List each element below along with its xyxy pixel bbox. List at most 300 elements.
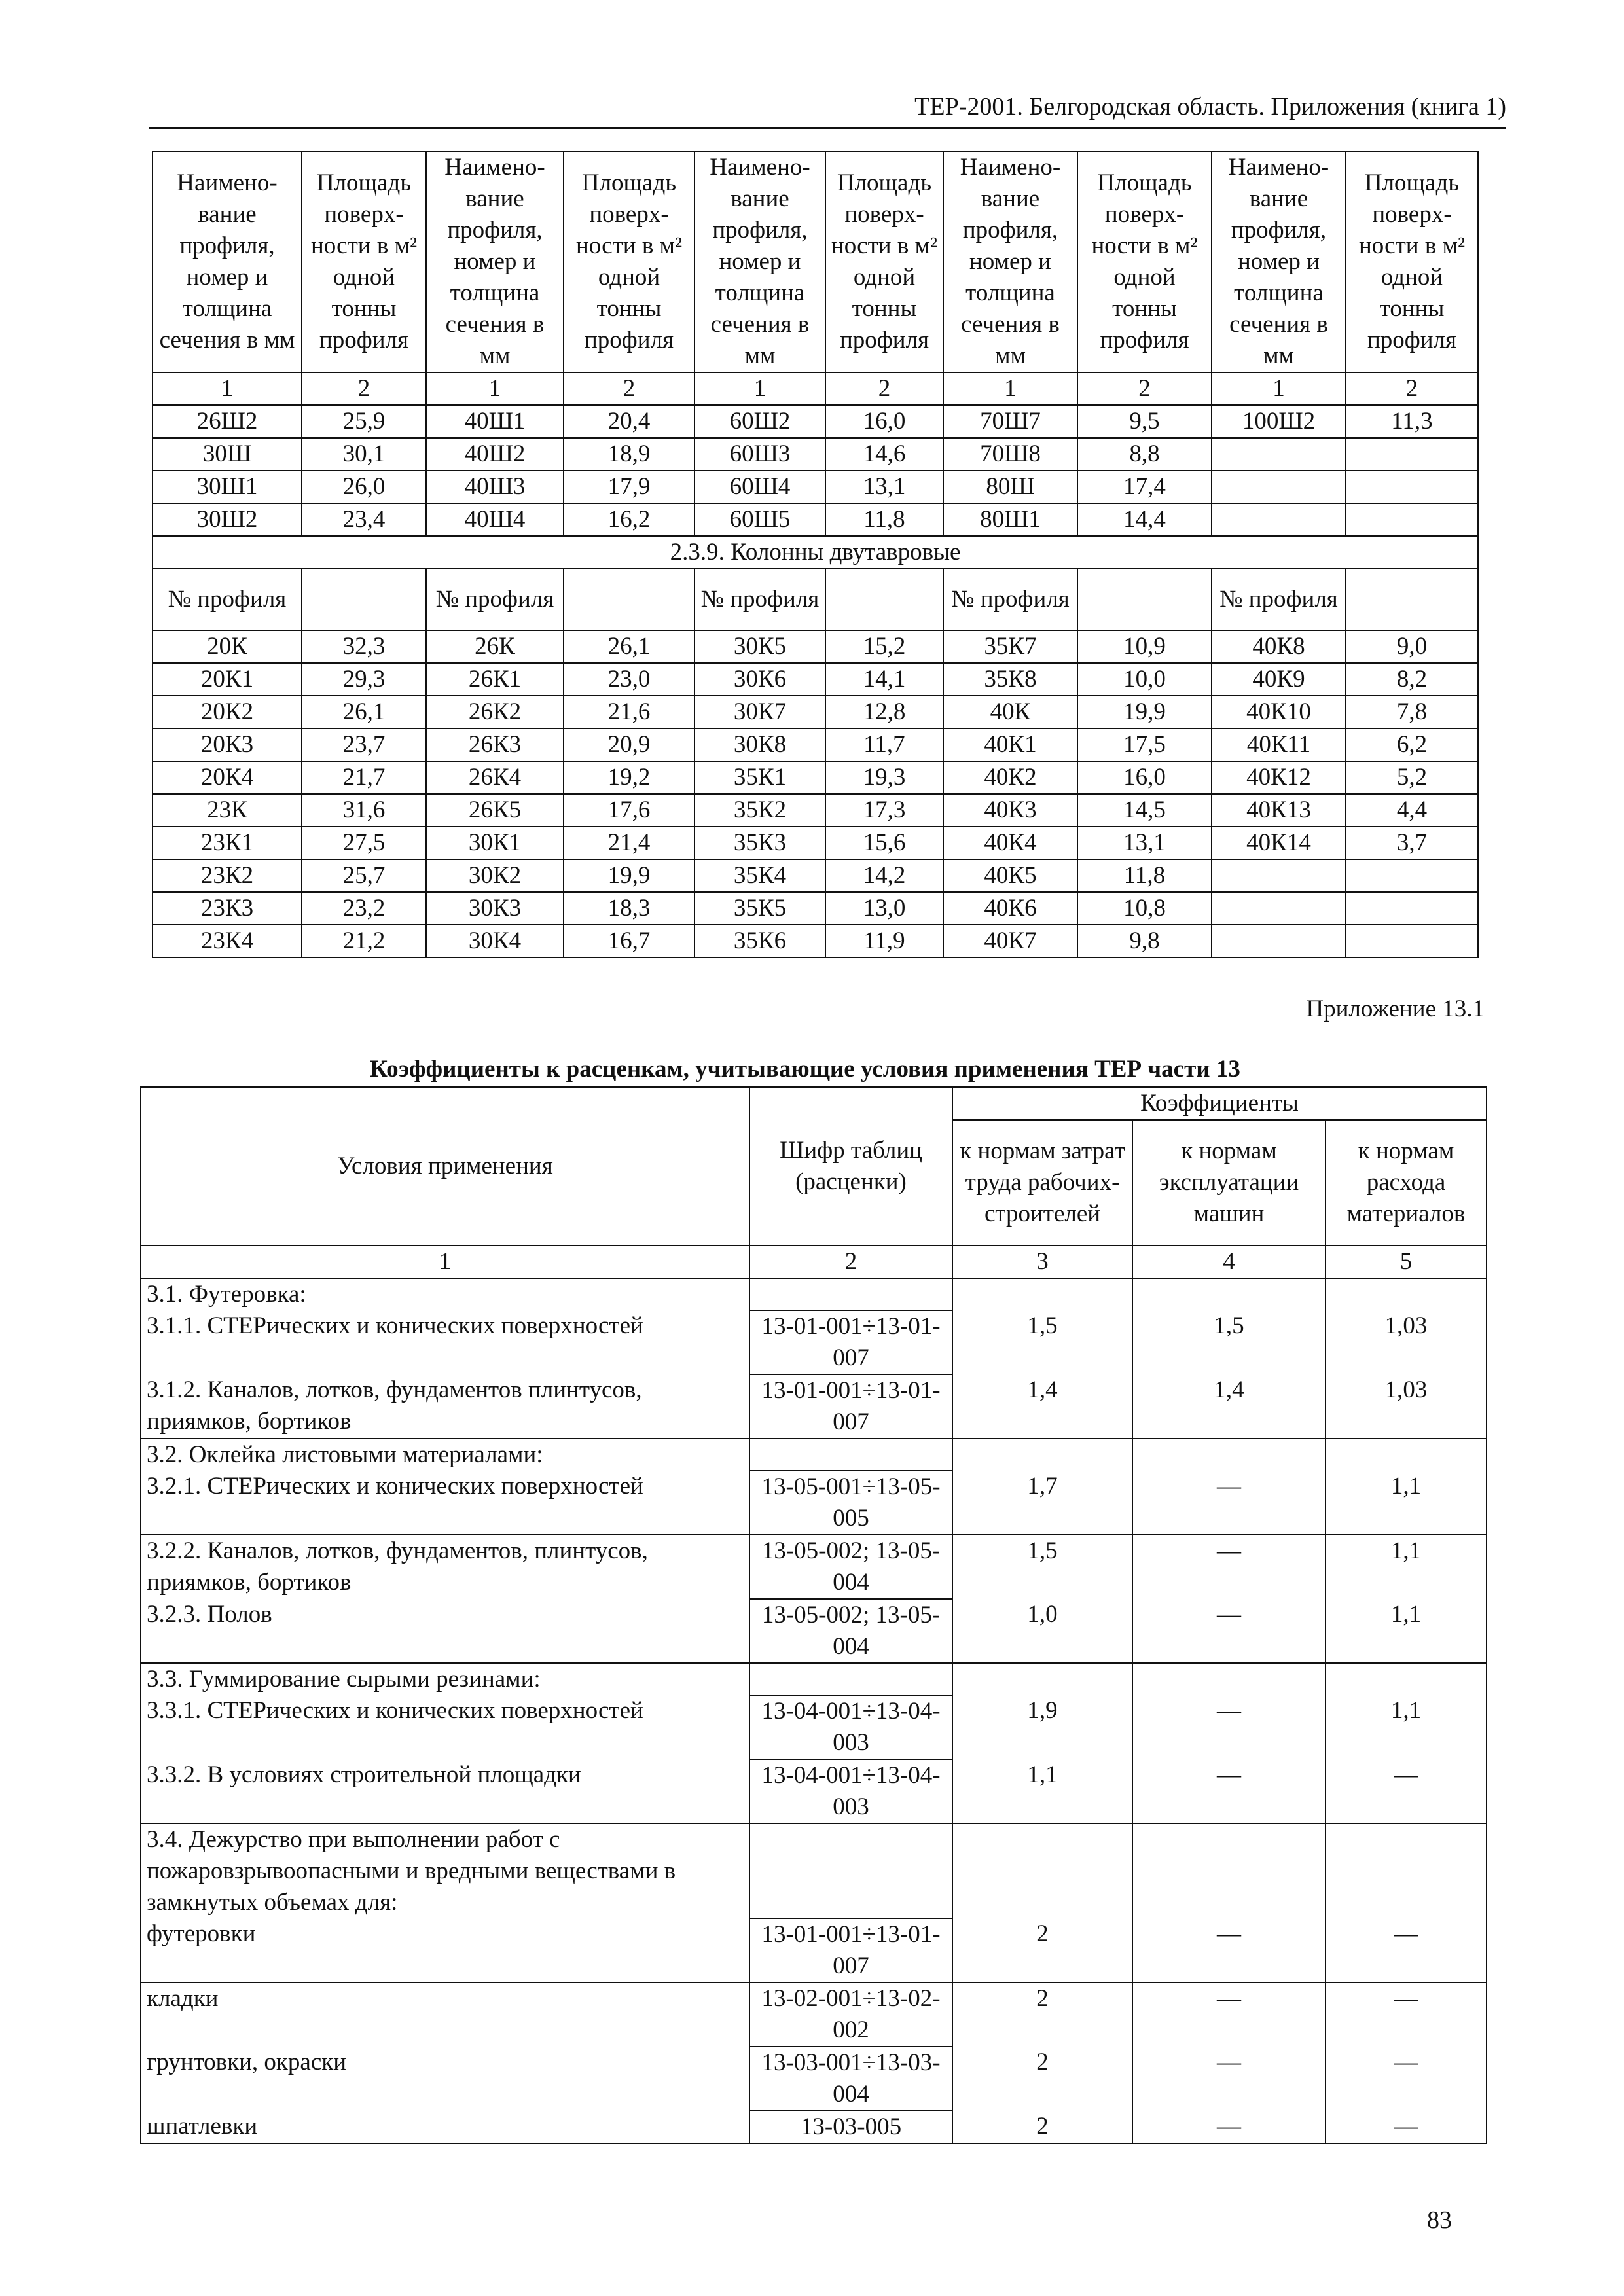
column-number: 3: [952, 1246, 1132, 1278]
coefficient-cell: 1,5: [1132, 1310, 1326, 1374]
table-cell: 10,0: [1077, 663, 1212, 696]
profiles-table-body: [153, 151, 1478, 958]
table-cell: 15,2: [825, 630, 943, 663]
table-cell: 12,8: [825, 696, 943, 728]
coefficient-cell: 2: [952, 1918, 1132, 1982]
table-cell: 9,5: [1077, 405, 1212, 438]
table-cell: 31,6: [302, 794, 426, 827]
table-cell: 26,1: [564, 630, 695, 663]
table-cell: 20К: [153, 630, 302, 663]
coefficients-table-title: Коэффициенты к расценкам, учитывающие условия применения ТЕР части 13: [370, 1056, 1240, 1083]
coefficient-row: [141, 1599, 1487, 1663]
table-cell: 8,2: [1346, 663, 1478, 696]
table-cell: 14,1: [825, 663, 943, 696]
coefficient-row: [141, 1918, 1487, 1982]
table-cell: 17,6: [564, 794, 695, 827]
table-cell: 40К: [943, 696, 1077, 728]
table-row: [153, 925, 1478, 958]
running-header: [149, 90, 1506, 129]
coefficient-cell: —: [1326, 1759, 1487, 1823]
table-cell: 19,9: [1077, 696, 1212, 728]
table-cell: 16,0: [825, 405, 943, 438]
table-cell: 30Ш2: [153, 503, 302, 536]
table-header-row: [153, 151, 1478, 372]
table-cell: [1346, 859, 1478, 892]
table-cell: 26К5: [426, 794, 564, 827]
coefficient-row: [141, 1310, 1487, 1374]
table-cell: 23,2: [302, 892, 426, 925]
table-cell: 70Ш7: [943, 405, 1077, 438]
table-cell: 21,4: [564, 827, 695, 859]
table-cell: 16,0: [1077, 761, 1212, 794]
table-cell: 14,6: [825, 438, 943, 471]
coefficient-cell: [952, 1278, 1132, 1310]
coefficient-cell: —: [1132, 2111, 1326, 2144]
table-cell: 40К6: [943, 892, 1077, 925]
coefficient-cell: —: [1132, 1695, 1326, 1759]
column-header: Площадь поверх-ности в м² одной тонны профиля: [302, 151, 426, 372]
condition-cell: 3.1.1. СТЕРических и конических поверхностей: [141, 1310, 749, 1374]
code-cell: 13-04-001÷13-04-003: [749, 1759, 952, 1823]
table-cell: 26,0: [302, 471, 426, 503]
coefficient-cell: —: [1326, 2111, 1487, 2144]
coefficient-cell: 1,03: [1326, 1374, 1487, 1439]
table-cell: 23,4: [302, 503, 426, 536]
table-cell: 35К6: [695, 925, 825, 958]
coefficient-cell: 2: [952, 2111, 1132, 2144]
coefficient-cell: [952, 1439, 1132, 1471]
table-cell: 35К1: [695, 761, 825, 794]
table-cell: [1212, 503, 1346, 536]
table-cell: 11,9: [825, 925, 943, 958]
column-number: 1: [943, 372, 1077, 405]
column-number: 4: [1132, 1246, 1326, 1278]
header-code: Шифр таблиц (расценки): [749, 1087, 952, 1246]
table-cell: 60Ш3: [695, 438, 825, 471]
table-cell: 30К2: [426, 859, 564, 892]
table-cell: [1346, 471, 1478, 503]
table-cell: 26К3: [426, 728, 564, 761]
coefficient-cell: [1326, 1278, 1487, 1310]
table-cell: 35К5: [695, 892, 825, 925]
coefficient-cell: —: [1132, 1535, 1326, 1599]
table-cell: 40К5: [943, 859, 1077, 892]
column-number: 1: [695, 372, 825, 405]
condition-cell: кладки: [141, 1982, 749, 2047]
table-cell: 20К3: [153, 728, 302, 761]
condition-cell: 3.2.2. Каналов, лотков, фундаментов, плинтусов, приямков, бортиков: [141, 1535, 749, 1599]
coefficient-cell: [1132, 1278, 1326, 1310]
code-cell: 13-01-001÷13-01-007: [749, 1918, 952, 1982]
table-cell: 30К6: [695, 663, 825, 696]
table-cell: 16,7: [564, 925, 695, 958]
table-cell: 23К2: [153, 859, 302, 892]
table-cell: 18,3: [564, 892, 695, 925]
code-cell: 13-05-002; 13-05-004: [749, 1535, 952, 1599]
header-coefficients: Коэффициенты: [952, 1087, 1487, 1120]
column-header: Площадь поверх-ности в м² одной тонны профиля: [1077, 151, 1212, 372]
table-cell: 8,8: [1077, 438, 1212, 471]
section-column-header: [564, 569, 695, 630]
table-cell: 40К10: [1212, 696, 1346, 728]
table-cell: 40К8: [1212, 630, 1346, 663]
condition-cell: 3.3. Гуммирование сырыми резинами:: [141, 1663, 749, 1695]
table-cell: 23,0: [564, 663, 695, 696]
code-cell: 13-05-001÷13-05-005: [749, 1471, 952, 1535]
table-cell: 40К13: [1212, 794, 1346, 827]
coefficient-row: [141, 1982, 1487, 2047]
coefficient-row: [141, 1374, 1487, 1439]
section-column-header: [1346, 569, 1478, 630]
coefficient-cell: [952, 1663, 1132, 1695]
table-cell: 35К3: [695, 827, 825, 859]
column-number: 1: [153, 372, 302, 405]
table-cell: 10,9: [1077, 630, 1212, 663]
table-cell: 11,8: [825, 503, 943, 536]
section-title: 2.3.9. Колонны двутавровые: [153, 536, 1478, 569]
table-row: [153, 503, 1478, 536]
table-cell: 20К2: [153, 696, 302, 728]
coefficient-cell: 1,1: [1326, 1535, 1487, 1599]
coefficient-row: [141, 1278, 1487, 1310]
code-cell: [749, 1439, 952, 1471]
section-column-header: [825, 569, 943, 630]
table-cell: 5,2: [1346, 761, 1478, 794]
table-cell: 32,3: [302, 630, 426, 663]
column-number: 1: [426, 372, 564, 405]
column-number-row: [141, 1246, 1487, 1278]
coefficient-cell: [1326, 1823, 1487, 1918]
table-cell: 17,3: [825, 794, 943, 827]
code-cell: [749, 1278, 952, 1310]
table-cell: 30К7: [695, 696, 825, 728]
table-cell: 21,6: [564, 696, 695, 728]
table-cell: 26К: [426, 630, 564, 663]
table-cell: 23К3: [153, 892, 302, 925]
code-cell: [749, 1823, 952, 1918]
profiles-surface-table: [152, 151, 1479, 958]
code-cell: 13-05-002; 13-05-004: [749, 1599, 952, 1663]
table-cell: 7,8: [1346, 696, 1478, 728]
condition-cell: шпатлевки: [141, 2111, 749, 2144]
column-header: Наимено-вание профиля, номер и толщина сечения в мм: [153, 151, 302, 372]
table-cell: 16,2: [564, 503, 695, 536]
table-row: [153, 438, 1478, 471]
table-row: [153, 471, 1478, 503]
coefficient-cell: 1,1: [1326, 1599, 1487, 1663]
table-cell: 26К2: [426, 696, 564, 728]
table-cell: 40К4: [943, 827, 1077, 859]
coefficient-cell: —: [1132, 1759, 1326, 1823]
table-cell: [1346, 438, 1478, 471]
table-cell: 21,2: [302, 925, 426, 958]
code-cell: [749, 1663, 952, 1695]
table-cell: 23,7: [302, 728, 426, 761]
condition-cell: 3.4. Дежурство при выполнении работ с пожаровзрывоопасными и вредными веществами в замкнутых объемах для:: [141, 1823, 749, 1918]
table-row: [153, 859, 1478, 892]
column-number: 1: [141, 1246, 749, 1278]
section-column-header: [302, 569, 426, 630]
section-column-header: № профиля: [943, 569, 1077, 630]
table-cell: 20К4: [153, 761, 302, 794]
column-number: 2: [302, 372, 426, 405]
table-cell: 13,1: [1077, 827, 1212, 859]
appendix-label: Приложение 13.1: [1306, 996, 1485, 1022]
table-cell: 20,9: [564, 728, 695, 761]
code-cell: 13-01-001÷13-01-007: [749, 1374, 952, 1439]
column-number: 2: [564, 372, 695, 405]
table-cell: 23К: [153, 794, 302, 827]
column-number: 2: [1077, 372, 1212, 405]
code-cell: 13-03-005: [749, 2111, 952, 2144]
table-cell: [1212, 471, 1346, 503]
coefficients-table-body: [141, 1278, 1487, 2144]
column-header: Наимено-вание профиля, номер и толщина сечения в мм: [1212, 151, 1346, 372]
table-row: [153, 794, 1478, 827]
table-cell: 40К2: [943, 761, 1077, 794]
table-cell: 15,6: [825, 827, 943, 859]
header-machines: к нормам эксплуатации машин: [1132, 1120, 1326, 1246]
table-cell: 17,9: [564, 471, 695, 503]
table-cell: 30Ш1: [153, 471, 302, 503]
coefficient-row: [141, 2047, 1487, 2111]
table-cell: 17,5: [1077, 728, 1212, 761]
table-cell: 27,5: [302, 827, 426, 859]
coefficient-row: [141, 1663, 1487, 1695]
column-header: Площадь поверх-ности в м² одной тонны профиля: [825, 151, 943, 372]
coefficient-cell: —: [1132, 1982, 1326, 2047]
table-cell: 30К4: [426, 925, 564, 958]
table-cell: 40Ш2: [426, 438, 564, 471]
table-row: [153, 827, 1478, 859]
table-cell: 35К2: [695, 794, 825, 827]
table-cell: 23К1: [153, 827, 302, 859]
table-cell: [1346, 503, 1478, 536]
table-cell: 100Ш2: [1212, 405, 1346, 438]
code-cell: 13-03-001÷13-03-004: [749, 2047, 952, 2111]
table-cell: 3,7: [1346, 827, 1478, 859]
coefficient-row: [141, 1695, 1487, 1759]
table-cell: 19,9: [564, 859, 695, 892]
coefficient-cell: 1,1: [952, 1759, 1132, 1823]
table-row: [153, 696, 1478, 728]
coefficient-cell: [1132, 1663, 1326, 1695]
condition-cell: 3.2.1. СТЕРических и конических поверхностей: [141, 1471, 749, 1535]
coefficient-cell: [1132, 1823, 1326, 1918]
coefficient-row: [141, 1759, 1487, 1823]
coefficient-row: [141, 1823, 1487, 1918]
column-number-row: [153, 372, 1478, 405]
condition-cell: футеровки: [141, 1918, 749, 1982]
coefficients-table: [140, 1086, 1487, 2144]
column-header: Наимено-вание профиля, номер и толщина сечения в мм: [695, 151, 825, 372]
coefficient-cell: 1,0: [952, 1599, 1132, 1663]
code-cell: 13-01-001÷13-01-007: [749, 1310, 952, 1374]
table-cell: [1346, 892, 1478, 925]
column-number: 2: [825, 372, 943, 405]
table-cell: [1346, 925, 1478, 958]
table-cell: 14,2: [825, 859, 943, 892]
condition-cell: 3.3.2. В условиях строительной площадки: [141, 1759, 749, 1823]
table-cell: 30К1: [426, 827, 564, 859]
condition-cell: 3.3.1. СТЕРических и конических поверхностей: [141, 1695, 749, 1759]
section-header-row: [153, 569, 1478, 630]
table-cell: 40К14: [1212, 827, 1346, 859]
table-cell: 40К9: [1212, 663, 1346, 696]
table-cell: 11,7: [825, 728, 943, 761]
coefficient-row: [141, 2111, 1487, 2144]
table-row: [153, 892, 1478, 925]
table-cell: 35К4: [695, 859, 825, 892]
table-cell: 13,0: [825, 892, 943, 925]
coefficient-cell: —: [1326, 1918, 1487, 1982]
column-header: Наимено-вание профиля, номер и толщина сечения в мм: [943, 151, 1077, 372]
code-cell: 13-04-001÷13-04-003: [749, 1695, 952, 1759]
coefficient-row: [141, 1471, 1487, 1535]
column-header: Наимено-вание профиля, номер и толщина сечения в мм: [426, 151, 564, 372]
coefficient-cell: 1,4: [952, 1374, 1132, 1439]
table-cell: 4,4: [1346, 794, 1478, 827]
table-cell: 20,4: [564, 405, 695, 438]
table-cell: 80Ш: [943, 471, 1077, 503]
coefficient-cell: —: [1326, 1982, 1487, 2047]
coefficient-cell: [1326, 1663, 1487, 1695]
table-row: [153, 663, 1478, 696]
header-conditions: Условия применения: [141, 1087, 749, 1246]
section-column-header: № профиля: [153, 569, 302, 630]
coefficient-row: [141, 1439, 1487, 1471]
table-cell: 30,1: [302, 438, 426, 471]
coefficient-cell: [1326, 1439, 1487, 1471]
column-header: Площадь поверх-ности в м² одной тонны профиля: [564, 151, 695, 372]
table-cell: 23К4: [153, 925, 302, 958]
table-cell: 11,8: [1077, 859, 1212, 892]
table-cell: 40К3: [943, 794, 1077, 827]
table-cell: 35К7: [943, 630, 1077, 663]
condition-cell: 3.2. Оклейка листовыми материалами:: [141, 1439, 749, 1471]
table-cell: 18,9: [564, 438, 695, 471]
table-cell: 60Ш4: [695, 471, 825, 503]
coefficient-cell: 1,1: [1326, 1695, 1487, 1759]
page-number: 83: [1427, 2206, 1452, 2234]
table-cell: 20К1: [153, 663, 302, 696]
coefficient-row: [141, 1535, 1487, 1599]
coefficient-cell: —: [1326, 2047, 1487, 2111]
table-cell: 40К12: [1212, 761, 1346, 794]
table-cell: 30К5: [695, 630, 825, 663]
table-row: [153, 761, 1478, 794]
coefficient-cell: 2: [952, 2047, 1132, 2111]
coefficient-cell: 1,9: [952, 1695, 1132, 1759]
table-cell: 13,1: [825, 471, 943, 503]
condition-cell: 3.1. Футеровка:: [141, 1278, 749, 1310]
table-cell: 30К3: [426, 892, 564, 925]
coefficient-cell: —: [1132, 1918, 1326, 1982]
table-cell: 14,4: [1077, 503, 1212, 536]
table-cell: 10,8: [1077, 892, 1212, 925]
table-cell: 40К1: [943, 728, 1077, 761]
coefficient-cell: —: [1132, 1471, 1326, 1535]
section-column-header: [1077, 569, 1212, 630]
table-cell: 19,2: [564, 761, 695, 794]
table-cell: 40Ш4: [426, 503, 564, 536]
header-materials: к нормам расхода материалов: [1326, 1120, 1487, 1246]
table-row: [153, 405, 1478, 438]
column-number: 5: [1326, 1246, 1487, 1278]
coefficient-cell: [952, 1823, 1132, 1918]
table-cell: 9,8: [1077, 925, 1212, 958]
header-labor: к нормам затрат труда рабочих-строителей: [952, 1120, 1132, 1246]
coefficient-cell: 1,5: [952, 1535, 1132, 1599]
coefficient-cell: 1,7: [952, 1471, 1132, 1535]
coefficient-cell: [1132, 1439, 1326, 1471]
table-row: [153, 630, 1478, 663]
table-cell: 11,3: [1346, 405, 1478, 438]
table-cell: 40К7: [943, 925, 1077, 958]
section-column-header: № профиля: [426, 569, 564, 630]
table-cell: [1212, 892, 1346, 925]
column-header: Площадь поверх-ности в м² одной тонны профиля: [1346, 151, 1478, 372]
coefficient-cell: 1,1: [1326, 1471, 1487, 1535]
table-cell: 26К1: [426, 663, 564, 696]
condition-cell: грунтовки, окраски: [141, 2047, 749, 2111]
table-row: [153, 728, 1478, 761]
coefficient-cell: —: [1132, 2047, 1326, 2111]
table-cell: 21,7: [302, 761, 426, 794]
section-column-header: № профиля: [1212, 569, 1346, 630]
coefficient-cell: 1,5: [952, 1310, 1132, 1374]
table-cell: 17,4: [1077, 471, 1212, 503]
table-cell: 70Ш8: [943, 438, 1077, 471]
table-cell: 80Ш1: [943, 503, 1077, 536]
table-cell: 14,5: [1077, 794, 1212, 827]
code-cell: 13-02-001÷13-02-002: [749, 1982, 952, 2047]
table-cell: 60Ш2: [695, 405, 825, 438]
coefficient-cell: 1,03: [1326, 1310, 1487, 1374]
table-cell: [1212, 438, 1346, 471]
table-cell: 30К8: [695, 728, 825, 761]
table-cell: 35К8: [943, 663, 1077, 696]
column-number: 2: [1346, 372, 1478, 405]
table-cell: 29,3: [302, 663, 426, 696]
table-cell: 40К11: [1212, 728, 1346, 761]
section-column-header: № профиля: [695, 569, 825, 630]
table-cell: 26Ш2: [153, 405, 302, 438]
table-cell: 19,3: [825, 761, 943, 794]
coefficient-cell: 1,4: [1132, 1374, 1326, 1439]
condition-cell: 3.1.2. Каналов, лотков, фундаментов плинтусов, приямков, бортиков: [141, 1374, 749, 1439]
table-cell: [1212, 859, 1346, 892]
table-cell: 25,9: [302, 405, 426, 438]
table-cell: 9,0: [1346, 630, 1478, 663]
table-cell: 40Ш3: [426, 471, 564, 503]
table-cell: 30Ш: [153, 438, 302, 471]
condition-cell: 3.2.3. Полов: [141, 1599, 749, 1663]
table-cell: 26К4: [426, 761, 564, 794]
coefficient-cell: —: [1132, 1599, 1326, 1663]
table-cell: [1212, 925, 1346, 958]
table-cell: 60Ш5: [695, 503, 825, 536]
column-number: 1: [1212, 372, 1346, 405]
table-cell: 40Ш1: [426, 405, 564, 438]
running-title: ТЕР-2001. Белгородская область. Приложения (книга 1): [914, 93, 1506, 120]
section-row: [153, 536, 1478, 569]
column-number: 2: [749, 1246, 952, 1278]
table-cell: 25,7: [302, 859, 426, 892]
table-cell: 26,1: [302, 696, 426, 728]
table-cell: 6,2: [1346, 728, 1478, 761]
coefficient-cell: 2: [952, 1982, 1132, 2047]
